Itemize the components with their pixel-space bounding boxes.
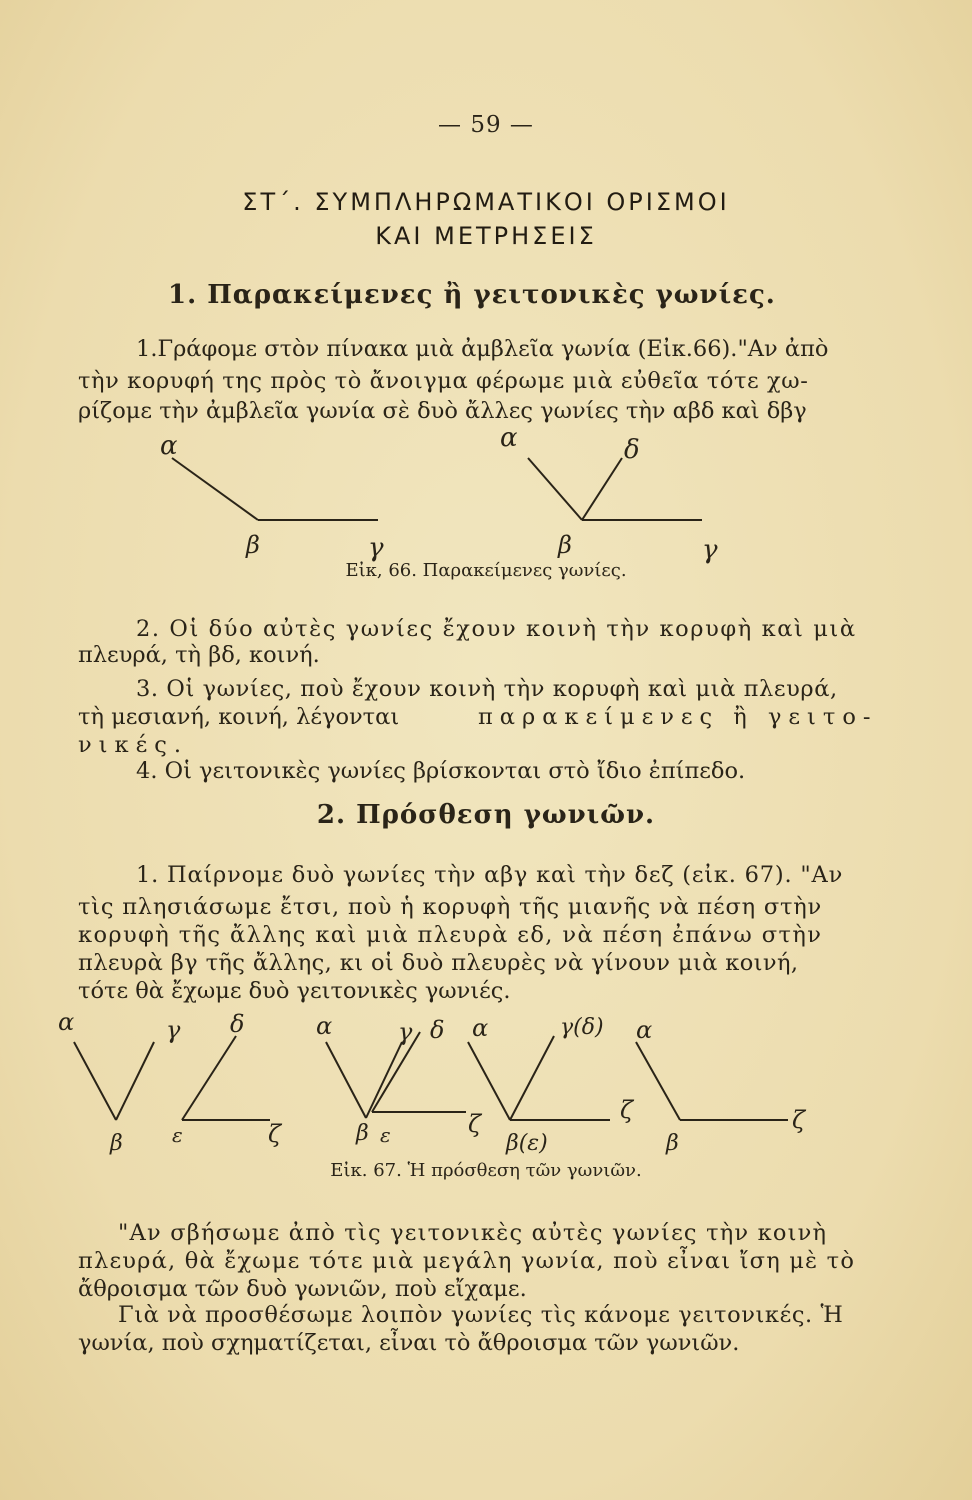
fig67-label-1-epsilon: ε [172, 1123, 183, 1147]
section-2-paragraph-1-line-4: πλευρὰ βγ τῆς ἄλλης, κι οἱ δυὸ πλευρὲς νὰ γίνουν μιὰ κοινή, [78, 950, 799, 976]
section-2-paragraph-3-line-1: Γιὰ νὰ προσθέσωμε λοιπὸν γωνίες τὶς κάνομε γειτονικές. Ἡ [118, 1302, 844, 1328]
fig67-label-2-beta: β [356, 1121, 369, 1146]
fig67-label-4-alpha: α [636, 1016, 653, 1044]
fig67-label-1-delta: δ [230, 1010, 245, 1038]
fig67-label-1-beta: β [110, 1131, 123, 1156]
term-paraplacemenes: παρακείμενες ἢ γειτο- [478, 704, 878, 730]
section-2-paragraph-2-line-2: πλευρά, θὰ ἔχωμε τότε μιὰ μεγάλη γωνία, ποὺ εἶναι ἴση μὲ τὸ [78, 1248, 856, 1274]
section-2-paragraph-1-line-5: τότε θὰ ἔχωμε δυὸ γειτονικὲς γωνιές. [78, 978, 511, 1004]
paragraph-1-line-3: ρίζομε τὴν ἀμβλεῖα γωνία σὲ δυὸ ἄλλες γωνίες τὴν αβδ καὶ δβγ [78, 398, 807, 424]
fig67-b-side-ed [182, 1036, 236, 1120]
figure-67-caption: Εἰκ. 67. Ἡ πρόσθεση τῶν γωνιῶν. [330, 1160, 642, 1181]
fig67-label-2-zeta: ζ [468, 1110, 482, 1138]
paragraph-3-line-1: 3. Οἱ γωνίες, ποὺ ἔχουν κοινὴ τὴν κορυφὴ καὶ μιὰ πλευρά, [136, 676, 838, 702]
fig66-right-side-ba [528, 458, 582, 520]
fig67-d-side-ba [468, 1042, 510, 1120]
fig67-label-2-epsilon: ε [380, 1123, 391, 1147]
section-2-paragraph-1-line-3: κορυφὴ τῆς ἄλλης καὶ μιὰ πλευρὰ εδ, νὰ πέση ἐπάνω στὴν [78, 922, 823, 948]
fig67-label-3-gamma-delta: γ(δ) [560, 1015, 604, 1040]
chapter-title-line-1: ΣΤ΄. ΣΥΜΠΛΗΡΩΜΑΤΙΚΟΙ ΟΡΙΣΜΟΙ [242, 188, 730, 216]
section-2-paragraph-2-line-1: "Αν σβήσωμε ἀπὸ τὶς γειτονικὲς αὐτὲς γωνίες τὴν κοινὴ [118, 1220, 828, 1246]
fig66-label-left-alpha: α [160, 431, 178, 461]
fig67-label-1-zeta: ζ [268, 1120, 282, 1148]
fig67-a-side-bg [116, 1042, 154, 1120]
paragraph-1-line-2: τὴν κορυφή της πρὸς τὸ ἄνοιγμα φέρωμε μιὰ εὐθεῖα τότε χω- [78, 368, 809, 394]
page-number: — 59 — [438, 112, 534, 138]
fig67-label-2-delta: δ [430, 1016, 445, 1044]
fig67-label-3-alpha: α [472, 1014, 489, 1042]
fig67-label-3-beta-epsilon: β(ε) [506, 1131, 548, 1156]
fig66-label-left-beta: β [246, 531, 260, 559]
fig66-label-left-gamma: γ [368, 533, 384, 563]
fig67-d-side-bg [510, 1036, 554, 1120]
paragraph-3-line-2: τὴ μεσιανή, κοινή, λέγονται [78, 704, 400, 730]
section-2-heading: 2. Πρόσθεση γωνιῶν. [316, 800, 656, 830]
fig66-label-right-gamma: γ [702, 535, 718, 565]
fig67-label-2-gamma: γ [398, 1018, 413, 1046]
fig67-label-4-zeta: ζ [792, 1106, 806, 1134]
fig66-right-side-bd [582, 458, 622, 520]
fig66-label-right-delta: δ [624, 435, 640, 465]
fig67-c-side-ed [372, 1032, 420, 1112]
fig67-label-2-alpha: α [316, 1012, 333, 1040]
paragraph-1-line-1: 1.Γράφομε στὸν πίνακα μιὰ ἀμβλεῖα γωνία (Εἰκ.66)."Αν ἀπὸ [136, 336, 829, 362]
paragraph-3-line-3: νικές. [78, 732, 188, 758]
paragraph-4: 4. Οἱ γειτονικὲς γωνίες βρίσκονται στὸ ἴδιο ἐπίπεδο. [136, 758, 746, 784]
fig66-left-side-ba [172, 458, 258, 520]
section-1-heading: 1. Παρακείμενες ἢ γειτονικὲς γωνίες. [168, 280, 776, 310]
fig67-label-3-zeta: ζ [620, 1096, 634, 1124]
section-2-paragraph-1-line-1: 1. Παίρνομε δυὸ γωνίες τὴν αβγ καὶ τὴν δεζ (εἰκ. 67). "Αν [136, 862, 844, 888]
paragraph-2-line-2: πλευρά, τὴ βδ, κοινή. [78, 642, 320, 668]
fig67-c-side-ba [326, 1042, 366, 1118]
fig67-label-1-gamma: γ [166, 1016, 181, 1044]
chapter-title-line-2: ΚΑΙ ΜΕΤΡΗΣΕΙΣ [375, 222, 597, 250]
section-2-paragraph-3-line-2: γωνία, ποὺ σχηματίζεται, εἶναι τὸ ἄθροισμα τῶν γωνιῶν. [78, 1330, 740, 1356]
section-2-paragraph-1-line-2: τὶς πλησιάσωμε ἔτσι, ποὺ ἡ κορυφὴ τῆς μιανῆς νὰ πέση στὴν [78, 894, 823, 920]
fig66-label-right-beta: β [558, 531, 572, 559]
fig67-label-4-beta: β [666, 1131, 679, 1156]
fig67-c-side-bg [366, 1042, 402, 1118]
section-2-paragraph-2-line-3: ἄθροισμα τῶν δυὸ γωνιῶν, ποὺ εἴχαμε. [78, 1276, 527, 1302]
figure-66-caption: Εἰκ, 66. Παρακείμενες γωνίες. [345, 560, 627, 581]
fig66-label-right-alpha: α [500, 423, 518, 453]
fig67-e-side-ba [636, 1042, 680, 1120]
fig67-a-side-ba [74, 1042, 116, 1120]
paragraph-2-line-1: 2. Οἱ δύο αὐτὲς γωνίες ἔχουν κοινὴ τὴν κορυφὴ καὶ μιὰ [136, 616, 857, 642]
fig67-label-1-alpha: α [58, 1008, 75, 1036]
